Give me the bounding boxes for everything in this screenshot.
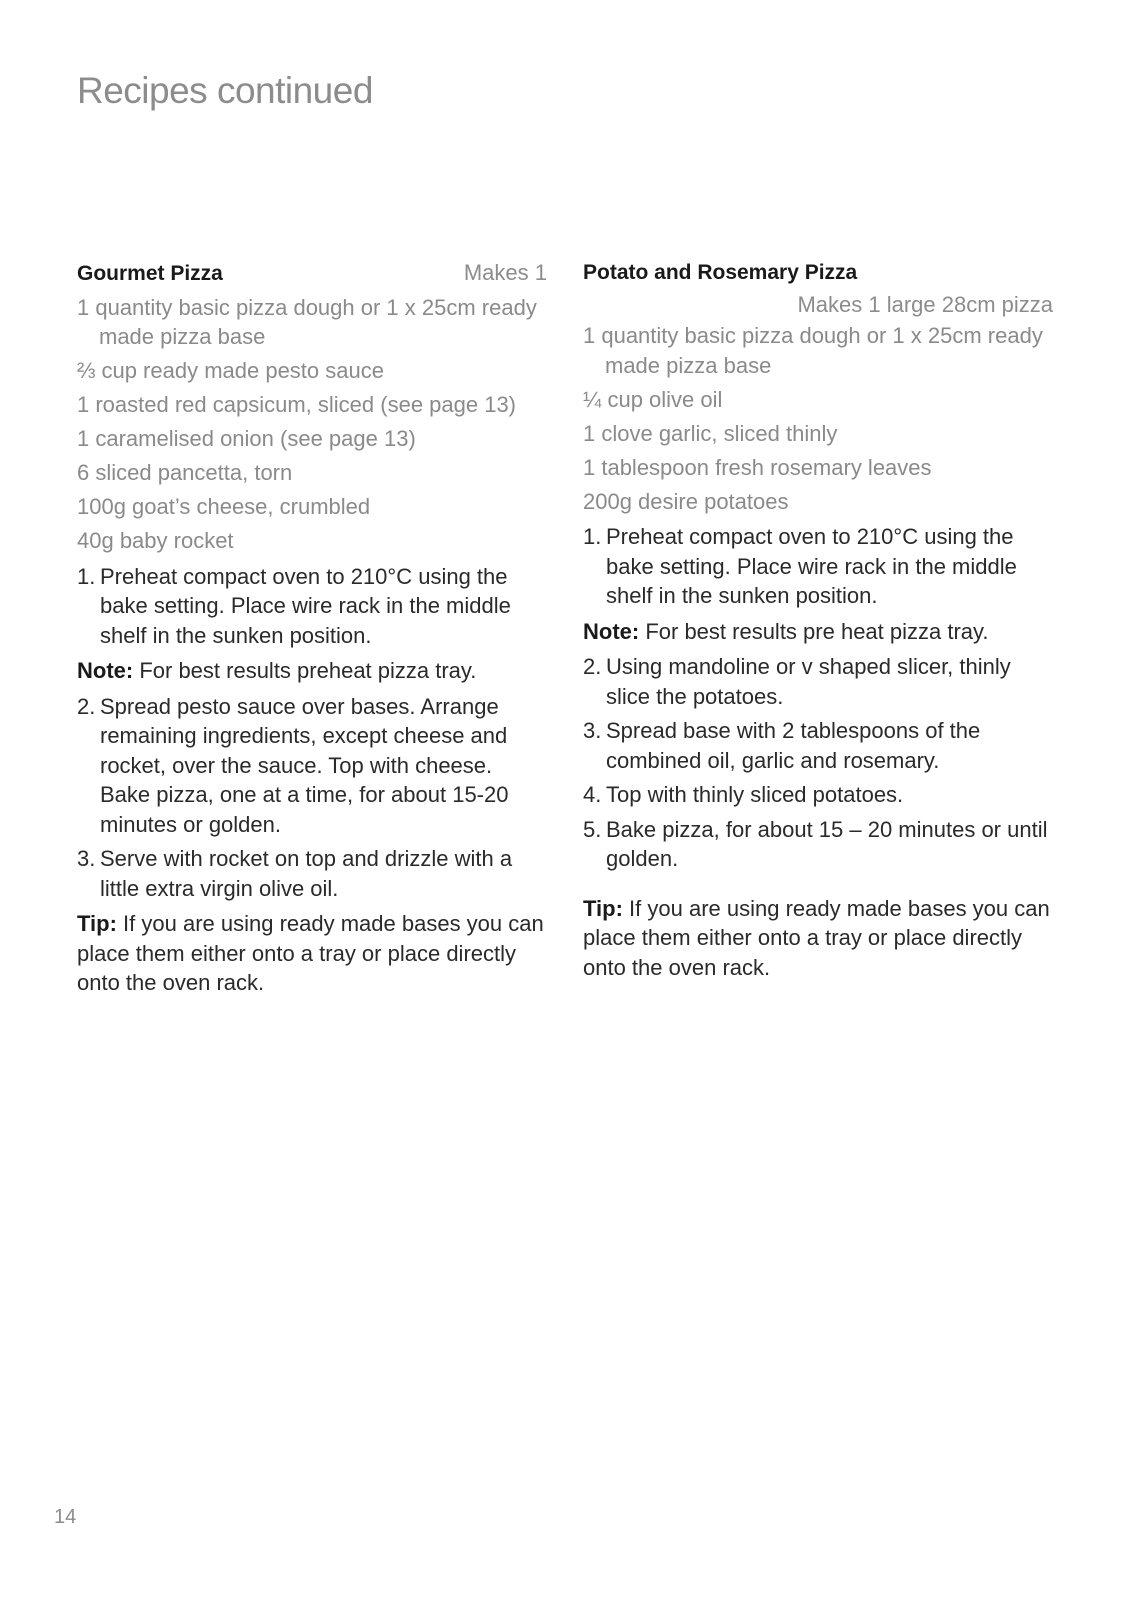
ingredient-item: 1 quantity basic pizza dough or 1 x 25cm ready made pizza base [77, 294, 537, 349]
step-number: 1. [77, 563, 96, 589]
tip [583, 894, 1053, 983]
recipe-title: Gourmet Pizza [77, 262, 223, 285]
step-number: 3. [77, 846, 96, 871]
ingredient-item: 6 sliced pancetta, torn [77, 460, 293, 485]
step-text: Serve with rocket on top and drizzle with a little extra virgin olive oil. [100, 846, 513, 901]
step-number: 2. [77, 693, 96, 719]
note [77, 656, 547, 686]
method-steps [77, 692, 547, 904]
note [583, 617, 1053, 647]
recipe-yield: Makes 1 [463, 260, 547, 285]
method-step [77, 562, 547, 651]
step-text: Spread pesto sauce over bases. Arrange remaining ingredients, except cheese and rocket, over the sauce. Top with cheese. Bake pizza, one at a time, for about 15-20 minutes or golden. [100, 693, 509, 837]
ingredient-list [583, 321, 1053, 516]
ingredient-item: 200g desire potatoes [583, 488, 789, 514]
step-text: Bake pizza, for about 15 – 20 minutes or until golden. [606, 816, 1048, 871]
step-number: 3. [583, 718, 602, 743]
tip-text: If you are using ready made bases you can place them either onto a tray or place directly onto the oven rack. [583, 895, 1050, 980]
recipe-yield: Makes 1 large 28cm pizza [797, 291, 1053, 317]
ingredient-item: 1 caramelised onion (see page 13) [77, 426, 416, 451]
step-text: Spread base with 2 tablespoons of the combined oil, garlic and rosemary. [606, 718, 981, 773]
note-text: For best results preheat pizza tray. [133, 658, 477, 683]
method-steps [583, 522, 1053, 611]
method-steps [77, 562, 547, 651]
ingredient-item: 100g goat’s cheese, crumbled [77, 494, 371, 519]
note-label: Note: [77, 658, 134, 683]
ingredient-list [77, 293, 547, 556]
step-number: 4. [583, 782, 602, 807]
ingredient-item: 1 tablespoon fresh rosemary leaves [583, 454, 932, 480]
step-number: 5. [583, 816, 602, 842]
method-step [583, 716, 1053, 775]
ingredient-item: 1 clove garlic, sliced thinly [583, 420, 838, 446]
method-step [77, 844, 547, 903]
recipe-title: Potato and Rosemary Pizza [583, 261, 858, 284]
method-step [583, 522, 1053, 611]
method-step [77, 692, 547, 840]
recipe-gourmet-pizza [77, 258, 547, 998]
step-text: Preheat compact oven to 210°C using the bake setting. Place wire rack in the middle shelf in the sunken position. [100, 563, 511, 648]
tip [77, 909, 547, 998]
step-text: Using mandoline or v shaped slicer, thinly slice the potatoes. [606, 654, 1011, 709]
step-number: 1. [583, 524, 602, 549]
ingredient-item: 1 roasted red capsicum, sliced (see page 13) [77, 392, 517, 417]
note-label: Note: [583, 618, 640, 644]
method-step [583, 815, 1053, 874]
step-number: 2. [583, 654, 602, 679]
page-number: 14 [54, 1506, 77, 1528]
method-step [583, 652, 1053, 711]
method-step [583, 780, 1053, 810]
step-text: Top with thinly sliced potatoes. [606, 782, 904, 807]
method-steps [583, 652, 1053, 874]
tip-label: Tip: [77, 911, 117, 936]
recipe-potato-rosemary-pizza [583, 258, 1053, 982]
tip-text: If you are using ready made bases you can place them either onto a tray or place directly onto the oven rack. [77, 911, 544, 995]
page-title: Recipes continued [77, 70, 373, 111]
ingredient-item: 1 quantity basic pizza dough or 1 x 25cm ready made pizza base [583, 323, 1043, 378]
tip-label: Tip: [583, 895, 623, 921]
ingredient-item: ¼ cup olive oil [583, 386, 723, 412]
recipe-header [77, 258, 547, 289]
step-text: Preheat compact oven to 210°C using the bake setting. Place wire rack in the middle shelf in the sunken position. [606, 524, 1017, 608]
note-text: For best results pre heat pizza tray. [639, 618, 989, 644]
ingredient-item: ⅔ cup ready made pesto sauce [77, 358, 384, 383]
ingredient-item: 40g baby rocket [77, 528, 234, 553]
